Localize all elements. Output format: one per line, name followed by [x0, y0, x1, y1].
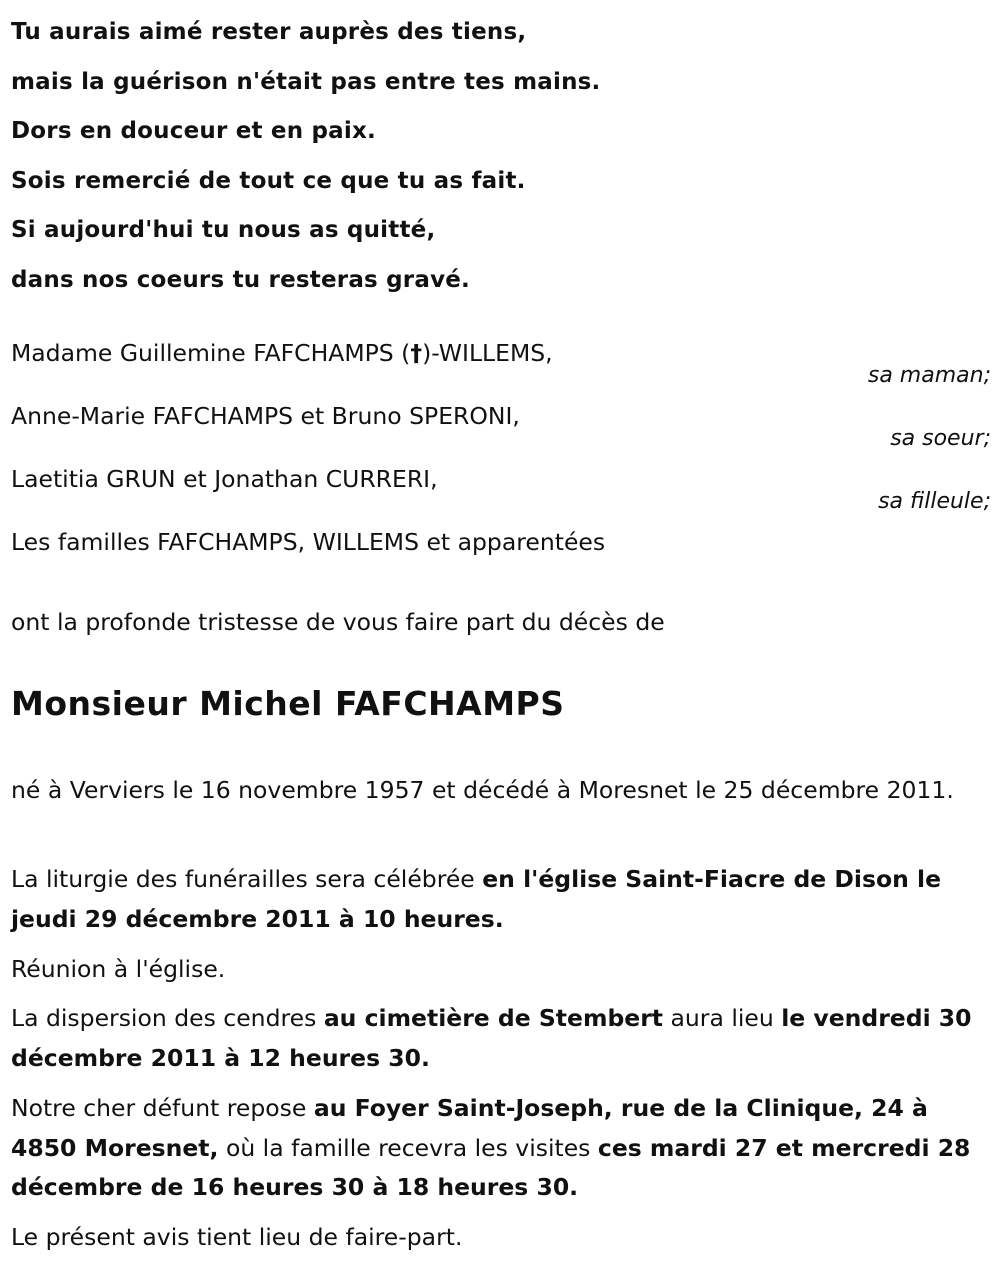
- meeting-info: Réunion à l'église.: [11, 955, 226, 983]
- cross-icon: †: [410, 339, 423, 367]
- birth-death-info: né à Verviers le 16 novembre 1957 et décédé à Moresnet le 25 décembre 2011.: [11, 776, 954, 804]
- goddaughter-name: Laetitia GRUN et Jonathan CURRERI,: [11, 465, 438, 493]
- family-member-sister: [11, 401, 991, 461]
- poem-line: dans nos coeurs tu resteras gravé.: [11, 266, 470, 293]
- poem-line: mais la guérison n'était pas entre tes mains.: [11, 68, 601, 95]
- poem: [11, 8, 601, 305]
- poem-line: Tu aurais aimé rester auprès des tiens,: [11, 19, 527, 45]
- deceased-name: Monsieur Michel FAFCHAMPS: [11, 684, 565, 723]
- repose-info: Notre cher défunt repose au Foyer Saint-Joseph, rue de la Clinique, 24 à 4850 Moresnet, où la famille recevra les visites ces mardi 27 et mercredi 28 décembre de 16 heures 30 à 18 heures 30.: [11, 1094, 971, 1201]
- family-member-mother: [11, 338, 991, 398]
- mother-name: Madame Guillemine FAFCHAMPS (†)-WILLEMS,: [11, 339, 553, 367]
- family-member-goddaughter: [11, 464, 991, 524]
- dispersion-info: La dispersion des cendres au cimetière de Stembert aura lieu le vendredi 30 décembre 2011 à 12 heures 30.: [11, 1004, 972, 1072]
- poem-line: Si aujourd'hui tu nous as quitté,: [11, 217, 436, 243]
- relation-label: sa filleule;: [878, 489, 991, 514]
- liturgy-info: La liturgie des funérailles sera célébrée en l'église Saint-Fiacre de Dison le jeudi 29 décembre 2011 à 10 heures.: [11, 865, 942, 933]
- announcement: ont la profonde tristesse de vous faire part du décès de: [11, 608, 665, 636]
- relation-label: sa maman;: [867, 363, 991, 388]
- families-line: Les familles FAFCHAMPS, WILLEMS et apparentées: [11, 528, 606, 556]
- closing-note: Le présent avis tient lieu de faire-part.: [11, 1223, 463, 1251]
- sister-name: Anne-Marie FAFCHAMPS et Bruno SPERONI,: [11, 402, 520, 430]
- relation-label: sa soeur;: [890, 426, 991, 451]
- poem-line: Dors en douceur et en paix.: [11, 118, 376, 144]
- poem-line: Sois remercié de tout ce que tu as fait.: [11, 167, 526, 194]
